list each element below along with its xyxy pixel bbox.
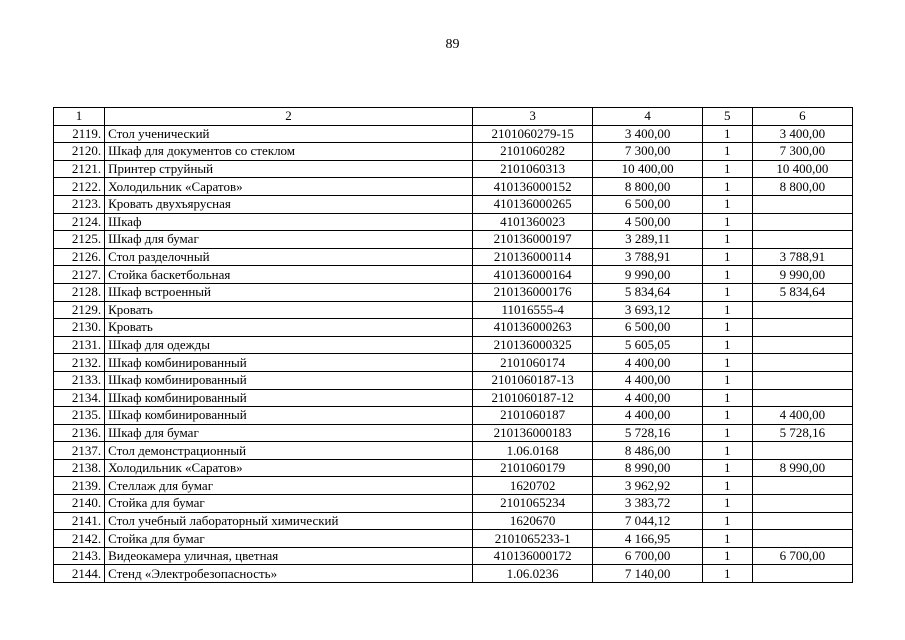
cell-item-name: Стол учебный лабораторный химический [105, 512, 473, 530]
table-row [54, 231, 853, 249]
table-row [54, 530, 853, 548]
cell-balance-value: 8 990,00 [752, 459, 852, 477]
cell-cost: 7 044,12 [593, 512, 702, 530]
table-row [54, 459, 853, 477]
table-row [54, 512, 853, 530]
cell-item-name: Шкаф для документов со стеклом [105, 143, 473, 161]
cell-quantity: 1 [702, 178, 752, 196]
cell-item-name: Стеллаж для бумаг [105, 477, 473, 495]
cell-balance-value [752, 195, 852, 213]
cell-cost: 5 728,16 [593, 424, 702, 442]
cell-inventory-code: 2101065234 [472, 495, 593, 513]
table-row [54, 125, 853, 143]
cell-quantity: 1 [702, 407, 752, 425]
cell-balance-value [752, 354, 852, 372]
cell-quantity: 1 [702, 547, 752, 565]
table-row [54, 371, 853, 389]
cell-quantity: 1 [702, 459, 752, 477]
cell-row-number: 2135. [54, 407, 105, 425]
table-row [54, 495, 853, 513]
cell-cost: 4 400,00 [593, 371, 702, 389]
cell-row-number: 2129. [54, 301, 105, 319]
cell-item-name: Шкаф для одежды [105, 336, 473, 354]
cell-row-number: 2139. [54, 477, 105, 495]
cell-cost: 4 400,00 [593, 389, 702, 407]
cell-row-number: 2121. [54, 160, 105, 178]
header-col-4: 4 [593, 108, 702, 126]
cell-quantity: 1 [702, 371, 752, 389]
table-body [54, 125, 853, 582]
cell-balance-value: 7 300,00 [752, 143, 852, 161]
cell-inventory-code: 210136000176 [472, 283, 593, 301]
cell-quantity: 1 [702, 143, 752, 161]
cell-inventory-code: 210136000114 [472, 248, 593, 266]
cell-cost: 3 788,91 [593, 248, 702, 266]
cell-quantity: 1 [702, 266, 752, 284]
cell-item-name: Кровать [105, 301, 473, 319]
table-row [54, 477, 853, 495]
cell-item-name: Стол разделочный [105, 248, 473, 266]
table-row [54, 301, 853, 319]
cell-cost: 6 500,00 [593, 319, 702, 337]
table-row [54, 178, 853, 196]
header-col-6: 6 [752, 108, 852, 126]
cell-item-name: Шкаф встроенный [105, 283, 473, 301]
cell-quantity: 1 [702, 231, 752, 249]
cell-cost: 6 500,00 [593, 195, 702, 213]
cell-cost: 7 300,00 [593, 143, 702, 161]
cell-quantity: 1 [702, 530, 752, 548]
cell-cost: 8 486,00 [593, 442, 702, 460]
table-row [54, 389, 853, 407]
cell-row-number: 2137. [54, 442, 105, 460]
cell-balance-value [752, 371, 852, 389]
cell-item-name: Шкаф комбинированный [105, 389, 473, 407]
cell-quantity: 1 [702, 477, 752, 495]
cell-quantity: 1 [702, 442, 752, 460]
cell-item-name: Холодильник «Саратов» [105, 459, 473, 477]
header-col-5: 5 [702, 108, 752, 126]
cell-cost: 8 990,00 [593, 459, 702, 477]
cell-row-number: 2144. [54, 565, 105, 583]
cell-cost: 4 500,00 [593, 213, 702, 231]
cell-inventory-code: 210136000325 [472, 336, 593, 354]
cell-inventory-code: 1.06.0236 [472, 565, 593, 583]
cell-inventory-code: 2101060187-13 [472, 371, 593, 389]
cell-item-name: Видеокамера уличная, цветная [105, 547, 473, 565]
table-row [54, 336, 853, 354]
cell-balance-value: 5 728,16 [752, 424, 852, 442]
cell-balance-value [752, 530, 852, 548]
table-row [54, 160, 853, 178]
cell-item-name: Стойка для бумаг [105, 495, 473, 513]
cell-cost: 3 289,11 [593, 231, 702, 249]
cell-balance-value [752, 512, 852, 530]
cell-item-name: Стенд «Электробезопасность» [105, 565, 473, 583]
cell-quantity: 1 [702, 354, 752, 372]
cell-cost: 10 400,00 [593, 160, 702, 178]
table-header [54, 108, 853, 126]
cell-inventory-code: 210136000197 [472, 231, 593, 249]
cell-item-name: Кровать двухъярусная [105, 195, 473, 213]
cell-cost: 7 140,00 [593, 565, 702, 583]
cell-row-number: 2143. [54, 547, 105, 565]
cell-balance-value: 3 400,00 [752, 125, 852, 143]
cell-item-name: Холодильник «Саратов» [105, 178, 473, 196]
cell-cost: 4 400,00 [593, 407, 702, 425]
cell-balance-value [752, 301, 852, 319]
cell-balance-value [752, 565, 852, 583]
cell-quantity: 1 [702, 283, 752, 301]
table-row [54, 248, 853, 266]
cell-item-name: Шкаф комбинированный [105, 354, 473, 372]
cell-inventory-code: 410136000152 [472, 178, 593, 196]
cell-row-number: 2140. [54, 495, 105, 513]
cell-cost: 4 166,95 [593, 530, 702, 548]
cell-inventory-code: 2101060179 [472, 459, 593, 477]
cell-quantity: 1 [702, 495, 752, 513]
cell-quantity: 1 [702, 319, 752, 337]
table-row [54, 565, 853, 583]
cell-balance-value: 5 834,64 [752, 283, 852, 301]
cell-balance-value [752, 213, 852, 231]
cell-quantity: 1 [702, 301, 752, 319]
table-row [54, 266, 853, 284]
cell-balance-value: 9 990,00 [752, 266, 852, 284]
header-col-1: 1 [54, 108, 105, 126]
cell-inventory-code: 2101060187-12 [472, 389, 593, 407]
cell-inventory-code: 2101060187 [472, 407, 593, 425]
cell-balance-value [752, 477, 852, 495]
table-row [54, 424, 853, 442]
cell-inventory-code: 410136000265 [472, 195, 593, 213]
cell-cost: 3 383,72 [593, 495, 702, 513]
table-row [54, 442, 853, 460]
cell-item-name: Принтер струйный [105, 160, 473, 178]
cell-row-number: 2134. [54, 389, 105, 407]
cell-inventory-code: 1620670 [472, 512, 593, 530]
cell-balance-value [752, 231, 852, 249]
cell-cost: 3 962,92 [593, 477, 702, 495]
cell-row-number: 2120. [54, 143, 105, 161]
cell-row-number: 2128. [54, 283, 105, 301]
cell-cost: 8 800,00 [593, 178, 702, 196]
table-row [54, 547, 853, 565]
cell-inventory-code: 410136000263 [472, 319, 593, 337]
cell-item-name: Шкаф комбинированный [105, 371, 473, 389]
cell-inventory-code: 2101065233-1 [472, 530, 593, 548]
cell-row-number: 2138. [54, 459, 105, 477]
cell-balance-value: 8 800,00 [752, 178, 852, 196]
header-col-3: 3 [472, 108, 593, 126]
cell-inventory-code: 4101360023 [472, 213, 593, 231]
cell-quantity: 1 [702, 160, 752, 178]
table-row [54, 143, 853, 161]
cell-inventory-code: 2101060174 [472, 354, 593, 372]
cell-balance-value [752, 389, 852, 407]
cell-quantity: 1 [702, 213, 752, 231]
cell-inventory-code: 1620702 [472, 477, 593, 495]
cell-row-number: 2136. [54, 424, 105, 442]
cell-quantity: 1 [702, 336, 752, 354]
cell-row-number: 2122. [54, 178, 105, 196]
cell-quantity: 1 [702, 424, 752, 442]
cell-item-name: Стол ученический [105, 125, 473, 143]
cell-cost: 4 400,00 [593, 354, 702, 372]
cell-balance-value: 3 788,91 [752, 248, 852, 266]
table-row [54, 319, 853, 337]
cell-cost: 9 990,00 [593, 266, 702, 284]
cell-cost: 3 693,12 [593, 301, 702, 319]
cell-item-name: Кровать [105, 319, 473, 337]
cell-row-number: 2141. [54, 512, 105, 530]
cell-row-number: 2126. [54, 248, 105, 266]
cell-inventory-code: 2101060279-15 [472, 125, 593, 143]
table-row [54, 407, 853, 425]
cell-item-name: Шкаф для бумаг [105, 231, 473, 249]
table-row [54, 283, 853, 301]
table-row [54, 213, 853, 231]
cell-inventory-code: 210136000183 [472, 424, 593, 442]
cell-quantity: 1 [702, 512, 752, 530]
cell-inventory-code: 11016555-4 [472, 301, 593, 319]
cell-balance-value [752, 319, 852, 337]
cell-cost: 6 700,00 [593, 547, 702, 565]
inventory-table [53, 107, 853, 583]
cell-inventory-code: 1.06.0168 [472, 442, 593, 460]
table-row [54, 195, 853, 213]
cell-balance-value [752, 495, 852, 513]
cell-inventory-code: 2101060282 [472, 143, 593, 161]
cell-balance-value: 6 700,00 [752, 547, 852, 565]
cell-cost: 5 605,05 [593, 336, 702, 354]
cell-balance-value [752, 442, 852, 460]
cell-quantity: 1 [702, 125, 752, 143]
cell-inventory-code: 410136000164 [472, 266, 593, 284]
cell-row-number: 2133. [54, 371, 105, 389]
cell-row-number: 2119. [54, 125, 105, 143]
page-number: 89 [445, 37, 460, 52]
cell-item-name: Шкаф [105, 213, 473, 231]
cell-row-number: 2127. [54, 266, 105, 284]
cell-cost: 3 400,00 [593, 125, 702, 143]
cell-inventory-code: 410136000172 [472, 547, 593, 565]
cell-item-name: Шкаф комбинированный [105, 407, 473, 425]
table-row [54, 354, 853, 372]
cell-row-number: 2142. [54, 530, 105, 548]
header-col-2: 2 [105, 108, 473, 126]
cell-balance-value: 10 400,00 [752, 160, 852, 178]
cell-row-number: 2123. [54, 195, 105, 213]
cell-item-name: Стойка для бумаг [105, 530, 473, 548]
cell-item-name: Стойка баскетбольная [105, 266, 473, 284]
cell-balance-value [752, 336, 852, 354]
cell-item-name: Стол демонстрационный [105, 442, 473, 460]
cell-quantity: 1 [702, 195, 752, 213]
cell-quantity: 1 [702, 565, 752, 583]
cell-inventory-code: 2101060313 [472, 160, 593, 178]
cell-quantity: 1 [702, 389, 752, 407]
cell-row-number: 2125. [54, 231, 105, 249]
cell-cost: 5 834,64 [593, 283, 702, 301]
cell-row-number: 2132. [54, 354, 105, 372]
cell-balance-value: 4 400,00 [752, 407, 852, 425]
cell-row-number: 2131. [54, 336, 105, 354]
cell-row-number: 2130. [54, 319, 105, 337]
cell-row-number: 2124. [54, 213, 105, 231]
cell-item-name: Шкаф для бумаг [105, 424, 473, 442]
cell-quantity: 1 [702, 248, 752, 266]
header-row [54, 108, 853, 126]
